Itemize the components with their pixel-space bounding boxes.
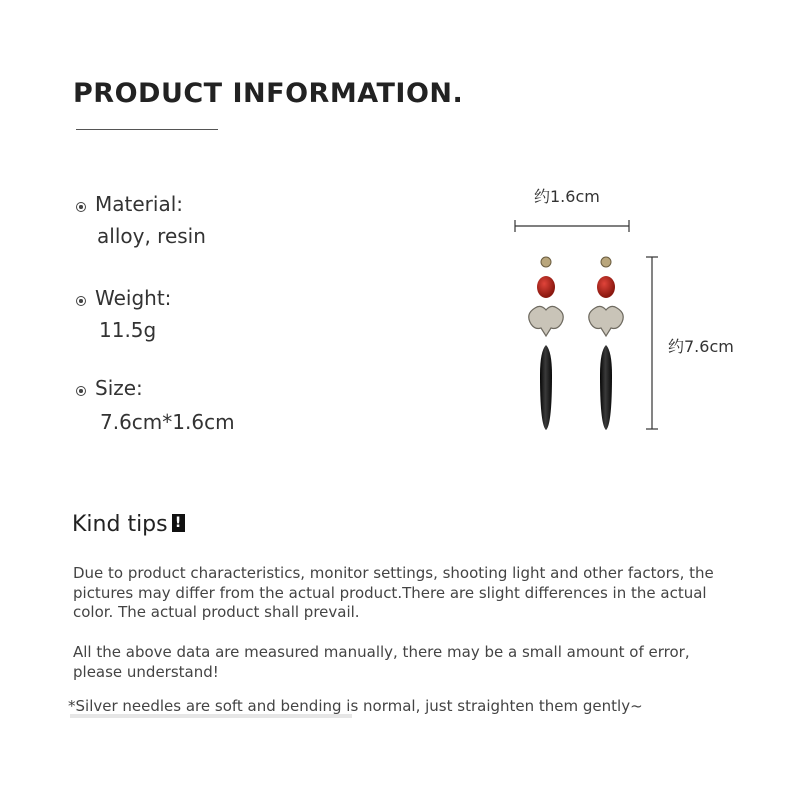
- spec-weight-label: Weight:: [95, 286, 172, 310]
- earrings-image: [500, 240, 670, 440]
- kind-tips-title: Kind tips: [72, 512, 168, 537]
- spec-weight-value: 11.5g: [99, 318, 157, 342]
- page-title: PRODUCT INFORMATION.: [73, 78, 464, 109]
- spec-size-value: 7.6cm*1.6cm: [100, 410, 235, 434]
- earring-right: [589, 257, 624, 430]
- height-dimension-label: 约7.6cm: [668, 337, 734, 356]
- kind-tips-heading: [72, 512, 185, 537]
- kind-tips-paragraph-1: Due to product characteristics, monitor settings, shooting light and other factors, the pictures may differ from the actual product.There are slight differences in the actual color. The actual product shall prevail.: [73, 564, 714, 621]
- spec-material-value: alloy, resin: [97, 224, 206, 248]
- kind-tips-note: *Silver needles are soft and bending is normal, just straighten them gently~: [68, 697, 643, 715]
- spec-size-label: Size:: [95, 376, 143, 400]
- width-dimension-label: 约1.6cm: [534, 187, 600, 206]
- kind-tips-paragraph-2: All the above data are measured manually, there may be a small amount of error, please understand!: [73, 643, 690, 681]
- exclamation-icon: !: [172, 514, 185, 532]
- earring-left: [529, 257, 564, 430]
- spec-material-label: Material:: [95, 192, 183, 216]
